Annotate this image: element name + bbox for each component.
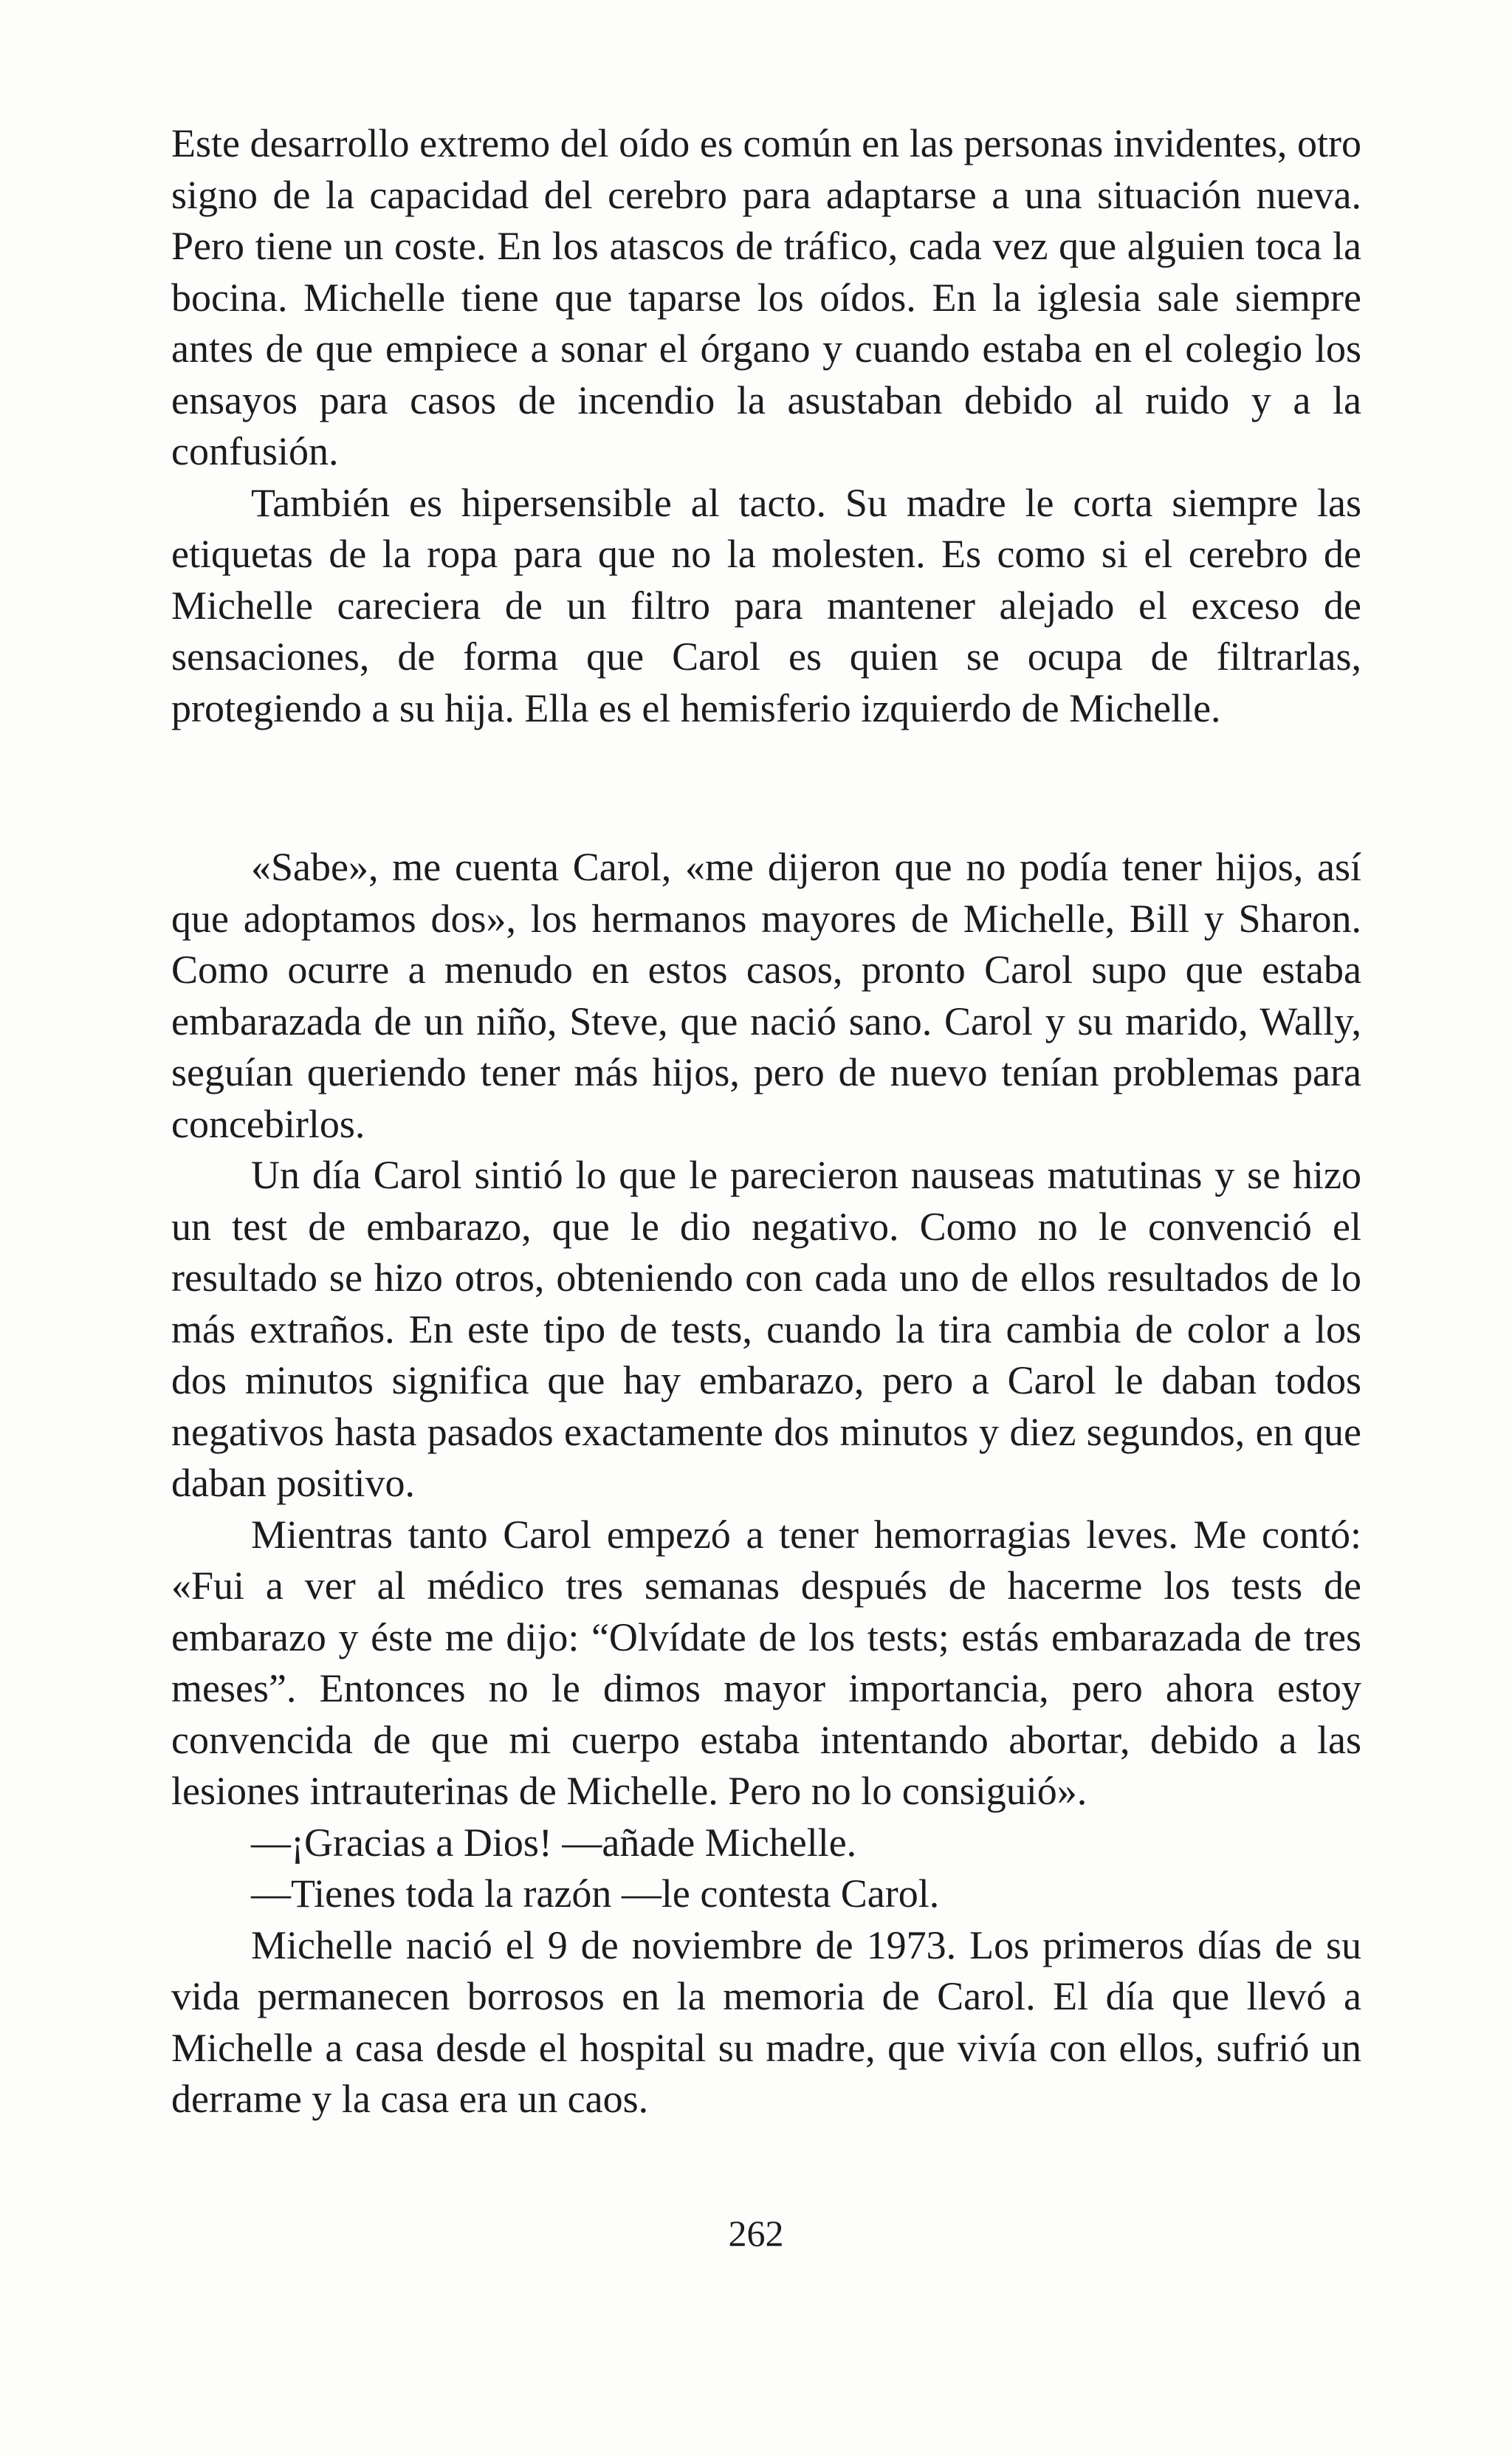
text-section-1 (171, 118, 1361, 734)
paragraph: Este desarrollo extremo del oído es común en las personas invidentes, otro signo de la capacidad del cerebro para adaptarse a una situación nueva. Pero tiene un coste. En los atascos de tráfico, cada vez que alguien toca la bocina. Michelle tiene que taparse los oídos. En la iglesia sale siempre antes de que empiece a sonar el órgano y cuando estaba en el colegio los ensayos para casos de incendio la asustaban debido al ruido y a la confusión. (171, 121, 1361, 473)
dialog-line: —Tienes toda la razón —le contesta Carol. (251, 1871, 940, 1916)
dialog-line: —¡Gracias a Dios! —añade Michelle. (251, 1820, 857, 1865)
paragraph: También es hipersensible al tacto. Su madre le corta siempre las etiquetas de la ropa para que no la molesten. Es como si el cerebro de Michelle careciera de un filtro para mantener alejado el exceso de sensaciones, de forma que Carol es quien se ocupa de filtrarlas, protegiendo a su hija. Ella es el hemisferio izquierdo de Michelle. (171, 480, 1361, 730)
page-number: 262 (728, 2213, 784, 2254)
paragraph: Un día Carol sintió lo que le parecieron nauseas matutinas y se hizo un test de embarazo, que le dio negativo. Como no le convenció el resultado se hizo otros, obteniendo con cada uno de ellos resultados de lo más extraños. En este tipo de tests, cuando la tira cambia de color a los dos minutos significa que hay embarazo, pero a Carol le daban todos negativos hasta pasados exactamente dos minutos y diez segundos, en que daban positivo. (171, 1153, 1361, 1505)
text-section-2 (171, 842, 1361, 2125)
paragraph: «Sabe», me cuenta Carol, «me dijeron que no podía tener hijos, así que adoptamos dos», los hermanos mayores de Michelle, Bill y Sharon. Como ocurre a menudo en estos casos, pronto Carol supo que estaba embarazada de un niño, Steve, que nació sano. Carol y su marido, Wally, seguían queriendo tener más hijos, pero de nuevo tenían problemas para concebirlos. (171, 845, 1361, 1146)
paragraph: Mientras tanto Carol empezó a tener hemorragias leves. Me contó: «Fui a ver al médico tres semanas después de hacerme los tests de embarazo y éste me dijo: “Olvídate de los tests; estás embarazada de tres meses”. Entonces no le dimos mayor importancia, pero ahora estoy convencida de que mi cuerpo estaba intentando abortar, debido a las lesiones intrauterinas de Michelle. Pero no lo consiguió». (171, 1512, 1361, 1813)
paragraph: Michelle nació el 9 de noviembre de 1973. Los primeros días de su vida permanecen borrosos en la memoria de Carol. El día que llevó a Michelle a casa desde el hospital su madre, que vivía con ellos, sufrió un derrame y la casa era un caos. (171, 1922, 1361, 2121)
